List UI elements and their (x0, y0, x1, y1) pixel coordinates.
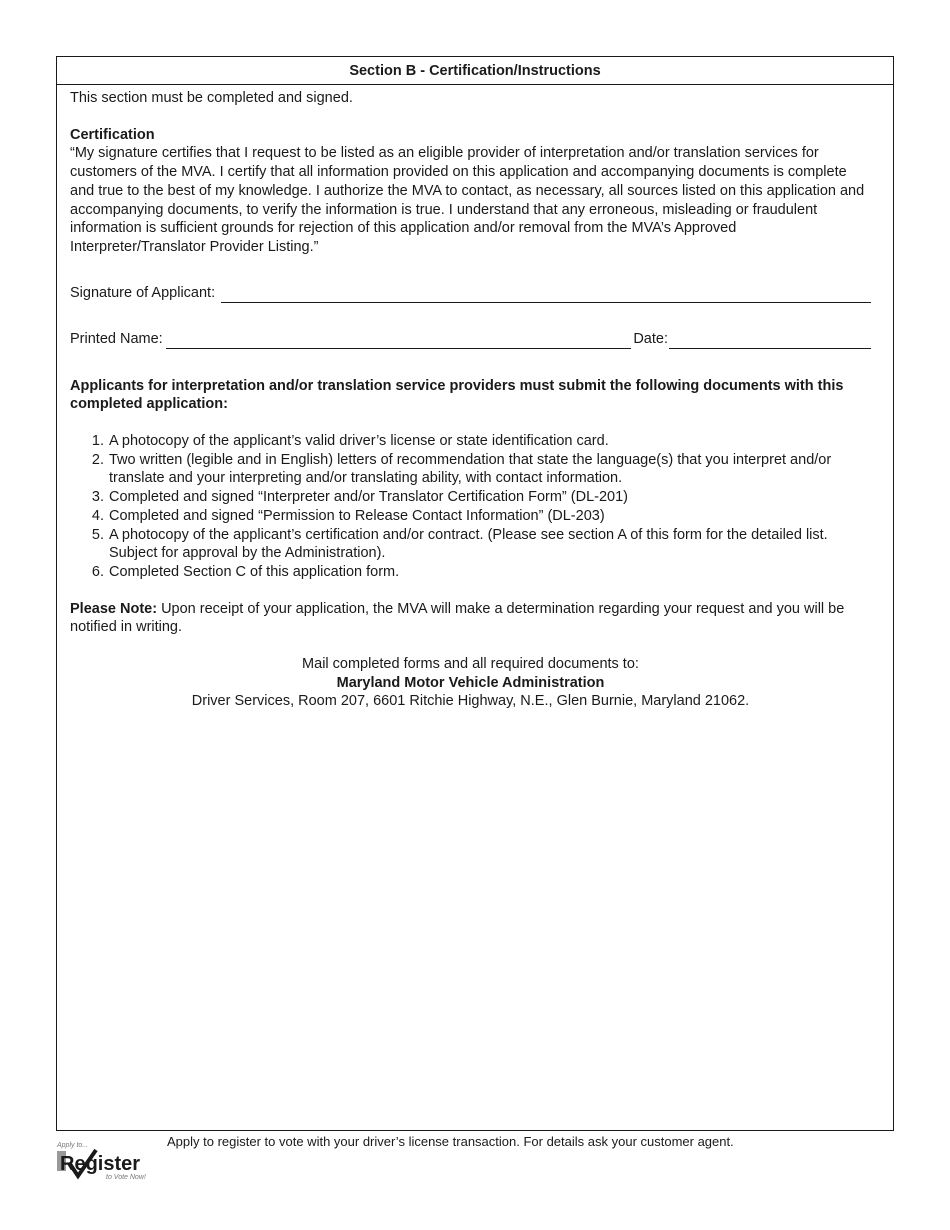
mail-instructions (70, 655, 871, 711)
please-note (70, 600, 871, 637)
date-label: Date: (633, 330, 668, 347)
logo-top-text: Apply to... (57, 1142, 89, 1149)
list-item: 6. Completed Section C of this application form. (108, 563, 871, 582)
note-text: Upon receipt of your application, the MVA will make a determination regarding your request and you will be notified in writing. (70, 600, 845, 636)
section-content (57, 85, 893, 711)
list-item: 3. Completed and signed “Interpreter and/or Translator Certification Form” (DL-201) (108, 488, 871, 507)
documents-list (70, 432, 871, 582)
note-label: Please Note: (70, 600, 158, 617)
intro-text: This section must be completed and signed. (70, 90, 353, 106)
list-item: 4. Completed and signed “Permission to Release Contact Information” (DL-203) (108, 507, 871, 526)
logo-bottom-text: to Vote Now! (106, 1174, 146, 1181)
signature-field[interactable] (221, 288, 871, 303)
printed-name-row (70, 331, 871, 349)
mail-organization: Maryland Motor Vehicle Administration (336, 674, 605, 691)
logo-main-text: Register (60, 1153, 141, 1175)
list-item: 1. A photocopy of the applicant’s valid driver’s license or state identification card. (108, 432, 871, 451)
section-title: Section B - Certification/Instructions (57, 57, 893, 85)
signature-row (70, 285, 871, 303)
register-to-vote-logo (56, 1138, 160, 1186)
certification-text: “My signature certifies that I request to be listed as an eligible provider of interpretation and/or translation services for customers of the MVA. I certify that all information provided on this application and accompanying documents is complete and true to the best of my knowledge. I authorize the MVA to contact, as necessary, all sources listed on this application and accompanying documents, to verify the information is true. I understand that any erroneous, misleading or fraudulent information is sufficient grounds for rejection of this application and/or removal from the MVA’s Approved Interpreter/Translator Provider Listing.” (70, 145, 865, 255)
mail-line: Mail completed forms and all required documents to: (302, 656, 639, 673)
certification-heading: Certification (70, 126, 155, 143)
form-box (56, 56, 894, 1131)
printed-name-field[interactable] (166, 334, 632, 349)
date-field[interactable] (669, 334, 871, 349)
mail-address: Driver Services, Room 207, 6601 Ritchie Highway, N.E., Glen Burnie, Maryland 21062. (191, 693, 750, 710)
list-item: 2. Two written (legible and in English) letters of recommendation that state the language(s) that you interpret and/or translate and your interpreting and/or translating ability, with contact information. (108, 451, 871, 488)
documents-heading: Applicants for interpretation and/or translation service providers must submit the following documents with this completed application: (70, 377, 844, 413)
footer-voter-notice: Apply to register to vote with your driver’s license transaction. For details ask your customer agent. (167, 1134, 734, 1149)
list-item: 5. A photocopy of the applicant’s certification and/or contract. (Please see section A of this form for the detailed list. Subject for approval by the Administration). (108, 526, 871, 563)
printed-name-label: Printed Name: (70, 330, 163, 347)
signature-label: Signature of Applicant: (70, 284, 216, 301)
